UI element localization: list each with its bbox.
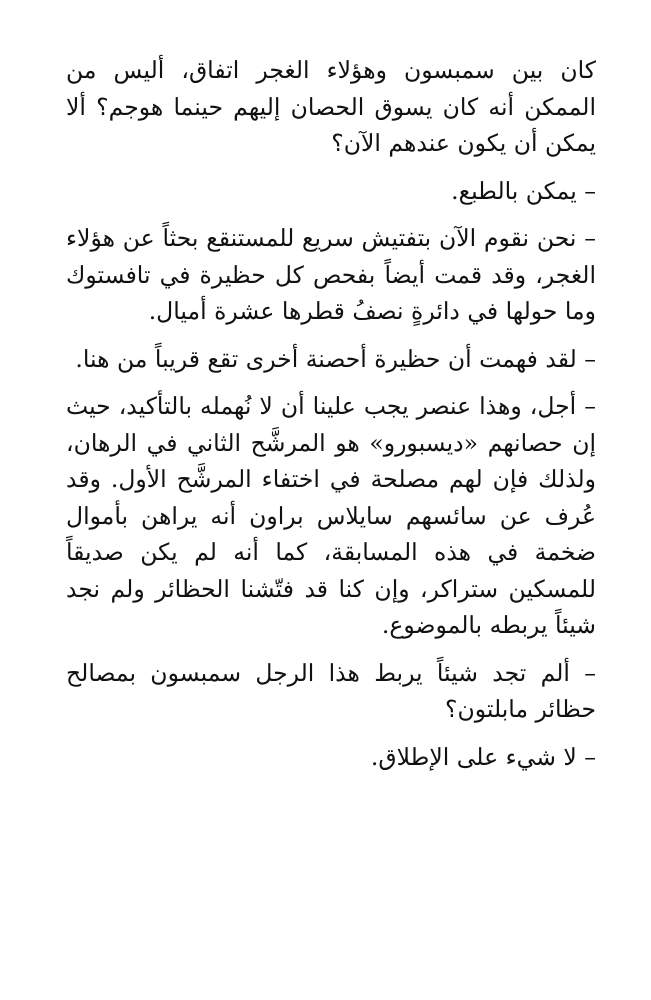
paragraph-4: – لقد فهمت أن حظيرة أحصنة أخرى تقع قريباً من هنا.	[75, 344, 596, 373]
paragraph-1: كان بين سمبسون وهؤلاء الغجر اتفاق، أليس من الممكن أنه كان يسوق الحصان إليهم حينما هوجم؟ ألا يمكن أن يكون عندهم الآن؟	[66, 56, 596, 157]
paragraph-2: – يمكن بالطبع.	[451, 176, 596, 205]
book-page-text	[66, 52, 596, 775]
paragraph-6: – ألم تجد شيئاً يربط هذا الرجل سمبسون بمصالح حظائر مابلتون؟	[66, 658, 596, 723]
paragraph-7: – لا شيء على الإطلاق.	[370, 742, 596, 771]
paragraph-5: – أجل، وهذا عنصر يجب علينا أن لا نُهمله بالتأكيد، حيث إن حصانهم «ديسبورو» هو المرشَّح الثاني في الرهان، ولذلك فإن لهم مصلحة في اختفاء المرشَّح الأول. وقد عُرف عن سائسهم سايلاس براون أنه يراهن بأموال ضخمة في هذه المسابقة، كما أنه لم يكن صديقاً للمسكين ستراكر، وإن كنا قد فتّشنا الحظائر ولم نجد شيئاً يربطه بالموضوع.	[66, 392, 596, 639]
paragraph-3: – نحن نقوم الآن بتفتيش سريع للمستنقع بحثاً عن هؤلاء الغجر، وقد قمت أيضاً بفحص كل حظيرة في تافستوك وما حولها في دائرةٍ نصفُ قطرها عشرة أميال.	[66, 224, 596, 325]
